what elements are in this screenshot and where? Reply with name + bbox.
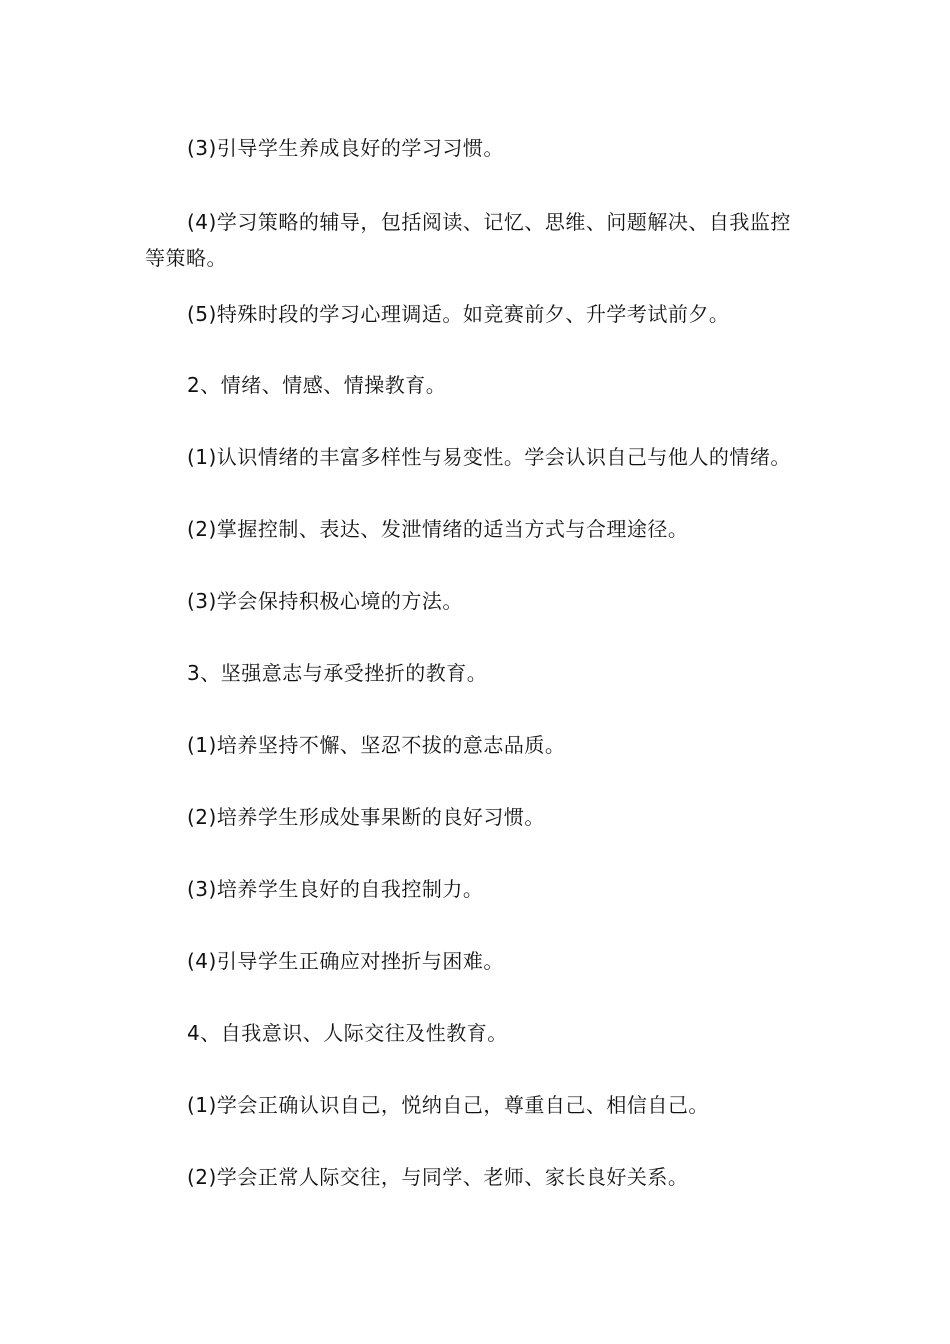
paragraph-willpower-item-4: (4)引导学生正确应对挫折与困难。 [187,949,504,973]
section-heading-2-emotion: 2、情绪、情感、情操教育。 [187,373,447,397]
paragraph-self-item-1: (1)学会正确认识自己，悦纳自己，尊重自己、相信自己。 [187,1093,709,1117]
section-heading-4-self-awareness: 4、自我意识、人际交往及性教育。 [187,1021,508,1045]
document-body [145,130,810,1195]
paragraph-item-4-strategies: (4)学习策略的辅导，包括阅读、记忆、思维、问题解决、自我监控等策略。 [145,210,791,270]
section-heading-3-willpower: 3、坚强意志与承受挫折的教育。 [187,661,488,685]
paragraph-emotion-item-1: (1)认识情绪的丰富多样性与易变性。学会认识自己与他人的情绪。 [187,445,791,469]
paragraph-item-5-special-periods: (5)特殊时段的学习心理调适。如竞赛前夕、升学考试前夕。 [187,302,730,326]
paragraph-self-item-2: (2)学会正常人际交往，与同学、老师、家长良好关系。 [187,1165,689,1189]
paragraph-willpower-item-1: (1)培养坚持不懈、坚忍不拔的意志品质。 [187,733,566,757]
paragraph-emotion-item-3: (3)学会保持积极心境的方法。 [187,589,463,613]
paragraph-willpower-item-2: (2)培养学生形成处事果断的良好习惯。 [187,805,545,829]
paragraph-emotion-item-2: (2)掌握控制、表达、发泄情绪的适当方式与合理途径。 [187,517,689,541]
paragraph-item-3-habits: (3)引导学生养成良好的学习习惯。 [187,136,504,160]
paragraph-willpower-item-3: (3)培养学生良好的自我控制力。 [187,877,484,901]
